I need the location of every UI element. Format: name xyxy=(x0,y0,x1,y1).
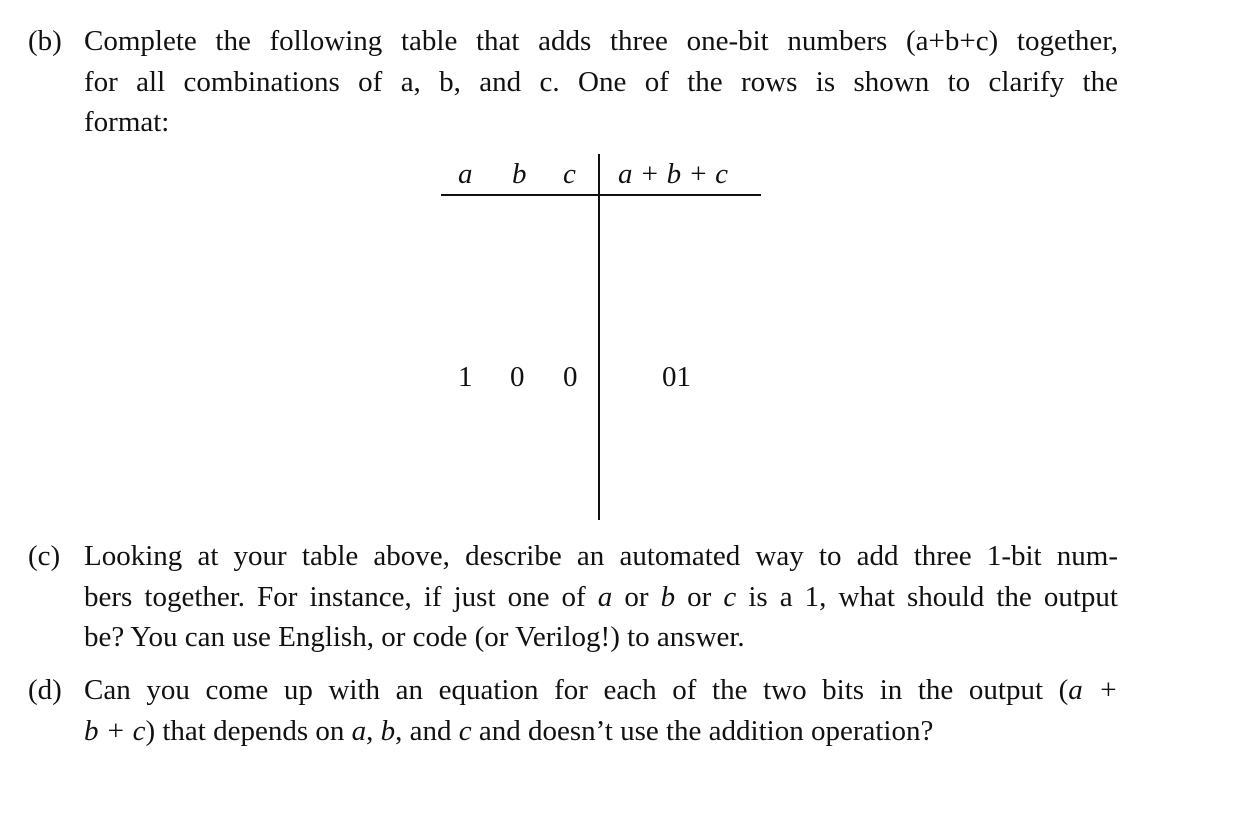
part-c-line-1: Looking at your table above, describe an automated way to add three 1-bit num- xyxy=(84,540,1118,572)
part-b-line-3: format: xyxy=(84,106,170,138)
part-d-line-1 xyxy=(84,670,1118,711)
table-header-rule xyxy=(441,194,761,196)
and-text: , and xyxy=(395,714,459,747)
header-b: b xyxy=(512,158,527,190)
part-c-line-3: be? You can use English, or code (or Verilog!) to answer. xyxy=(84,621,745,653)
part-b-text xyxy=(84,21,1118,143)
part-d-marker: (d) xyxy=(28,674,62,706)
row-sum-value: 01 xyxy=(662,361,691,393)
var-a-d: a xyxy=(351,714,367,747)
math-a-plus: a + xyxy=(1068,674,1118,706)
var-c-d: c xyxy=(458,714,472,747)
header-sum: a + b + c xyxy=(618,158,729,190)
problem-part-c xyxy=(28,536,1118,658)
table-column-divider xyxy=(598,154,600,520)
var-b: b xyxy=(660,580,676,613)
problem-part-d xyxy=(28,670,1118,751)
header-c: c xyxy=(563,158,576,190)
row-b-value: 0 xyxy=(510,361,525,393)
row-c-value: 0 xyxy=(563,361,578,393)
part-b-marker: (b) xyxy=(28,25,62,57)
part-c-marker: (c) xyxy=(28,540,61,572)
or-text-1: or xyxy=(612,580,661,613)
part-d-text xyxy=(84,670,1118,751)
row-a-value: 1 xyxy=(458,361,473,393)
part-c-line-2-pre: bers together. For instance, if just one of xyxy=(84,580,598,613)
part-d-line-2-mid: ) that depends on xyxy=(145,714,352,747)
part-d-line-1-pre: Can you come up with an equation for each of the two bits in the output ( xyxy=(84,674,1069,706)
comma-text: , xyxy=(366,714,381,747)
part-c-line-2 xyxy=(84,577,1118,618)
or-text-2: or xyxy=(675,580,724,613)
part-d-line-2 xyxy=(84,711,1118,752)
part-c-text xyxy=(84,536,1118,658)
part-d-line-2-post: and doesn’t use the addition operation? xyxy=(471,714,934,747)
var-b-d: b xyxy=(380,714,396,747)
header-a: a xyxy=(458,158,473,190)
problem-part-b xyxy=(28,21,1118,143)
part-b-line-1: Complete the following table that adds three one-bit numbers (a+b+c) together, xyxy=(84,25,1118,57)
part-b-line-2: for all combinations of a, b, and c. One of the rows is shown to clarify the xyxy=(84,65,1118,98)
math-b-plus-c: b + c xyxy=(84,714,146,747)
part-c-line-2-post: is a 1, what should the output xyxy=(736,580,1118,613)
var-a: a xyxy=(597,580,613,613)
var-c: c xyxy=(723,580,737,613)
